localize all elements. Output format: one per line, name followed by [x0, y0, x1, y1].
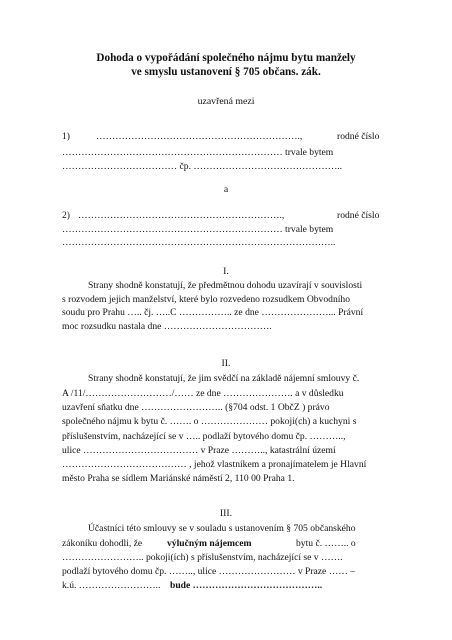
- section2-line: Strany shodně konstatují, že jim svědčí na základě nájemní smlouvy č.: [88, 373, 360, 384]
- section3-heading: III.: [219, 508, 233, 519]
- section1-heading: I.: [223, 266, 229, 277]
- party2-number: 2): [62, 210, 70, 221]
- party2-residence-line: …………………………………………………………… trvale bytem: [62, 224, 334, 235]
- section3-line: …………………….. pokoji(ích) s příslušenstvím, nacházející se v …….: [62, 552, 343, 563]
- section2-line: uzavření sňatku dne …………………….. (§704 odst. 1 ObčZ ) právo: [62, 402, 330, 413]
- party1-number: 1): [62, 131, 70, 142]
- party1-residence-line: …………………………………………………………… trvale bytem: [62, 147, 334, 158]
- section3-line2-start: zákoníku dohodli, že: [62, 538, 143, 549]
- party2-name-blank: ……………………………………………………….,: [78, 210, 285, 221]
- section2-line: společného nájmu k bytu č. ……. o ………………… pokoji(ch) a kuchyni s: [62, 416, 357, 427]
- and-label: a: [223, 184, 229, 195]
- section1-line: moc rozsudku nastala dne …………………………….: [62, 321, 272, 332]
- concluded-between-label: uzavřená mezi: [197, 96, 255, 107]
- section2-heading: II.: [221, 358, 231, 369]
- document-title-line-2: ve smyslu ustanovení § 705 občans. zák.: [131, 66, 321, 78]
- party1-name-blank: ……………………………………………………….,: [96, 131, 303, 142]
- section2-line: ulice ……………………………… v Praze ……….., katastrální území: [62, 445, 336, 456]
- section3-line5-start: k.ú. ……………………..: [62, 580, 161, 591]
- section3-line: podlaží bytového domu čp. …….., ulice …………………… v Praze …… –: [62, 566, 356, 577]
- party2-birth-number-label: rodné číslo: [337, 210, 380, 221]
- party2-address-line: …………………………………………………………………………..: [62, 237, 336, 248]
- will-be-emphasis: bude …………………………………..: [170, 580, 323, 591]
- sole-tenant-emphasis: výlučným nájemcem: [167, 538, 252, 549]
- party1-address-line: ……………………………… čp. ………………………………………..: [62, 161, 343, 172]
- section1-line: soudu pro Prahu ….. čj. …..C …………….. ze dne …………………... Právní: [62, 307, 364, 318]
- section1-line: Strany shodně konstatují, že předmětnou dohodu uzavírají v souvislosti: [88, 280, 363, 291]
- section2-line: A /11/………………………/…… ze dne …………………. a v důsledku: [62, 388, 344, 399]
- section1-line: s rozvodem jejich manželství, které bylo rozvedeno rozsudkem Obvodního: [62, 294, 350, 305]
- document-title-line-1: Dohoda o vypořádání společného nájmu bytu manžely: [96, 52, 356, 64]
- section3-line2-end: bytu č. …….. o: [296, 538, 356, 549]
- section2-line: město Praha se sídlem Mariánské náměstí 2, 110 00 Praha 1.: [62, 473, 295, 484]
- section2-line: ………………………………… , jehož vlastníkem a pronajímatelem je Hlavní: [62, 459, 367, 470]
- section3-line: Účastníci této smlouvy se v souladu s ustanovením § 705 občanského: [88, 523, 356, 534]
- section2-line: příslušenstvím, nacházející se v ….. podlaží bytového domu čp. ………..,: [62, 431, 346, 442]
- party1-birth-number-label: rodné číslo: [337, 131, 380, 142]
